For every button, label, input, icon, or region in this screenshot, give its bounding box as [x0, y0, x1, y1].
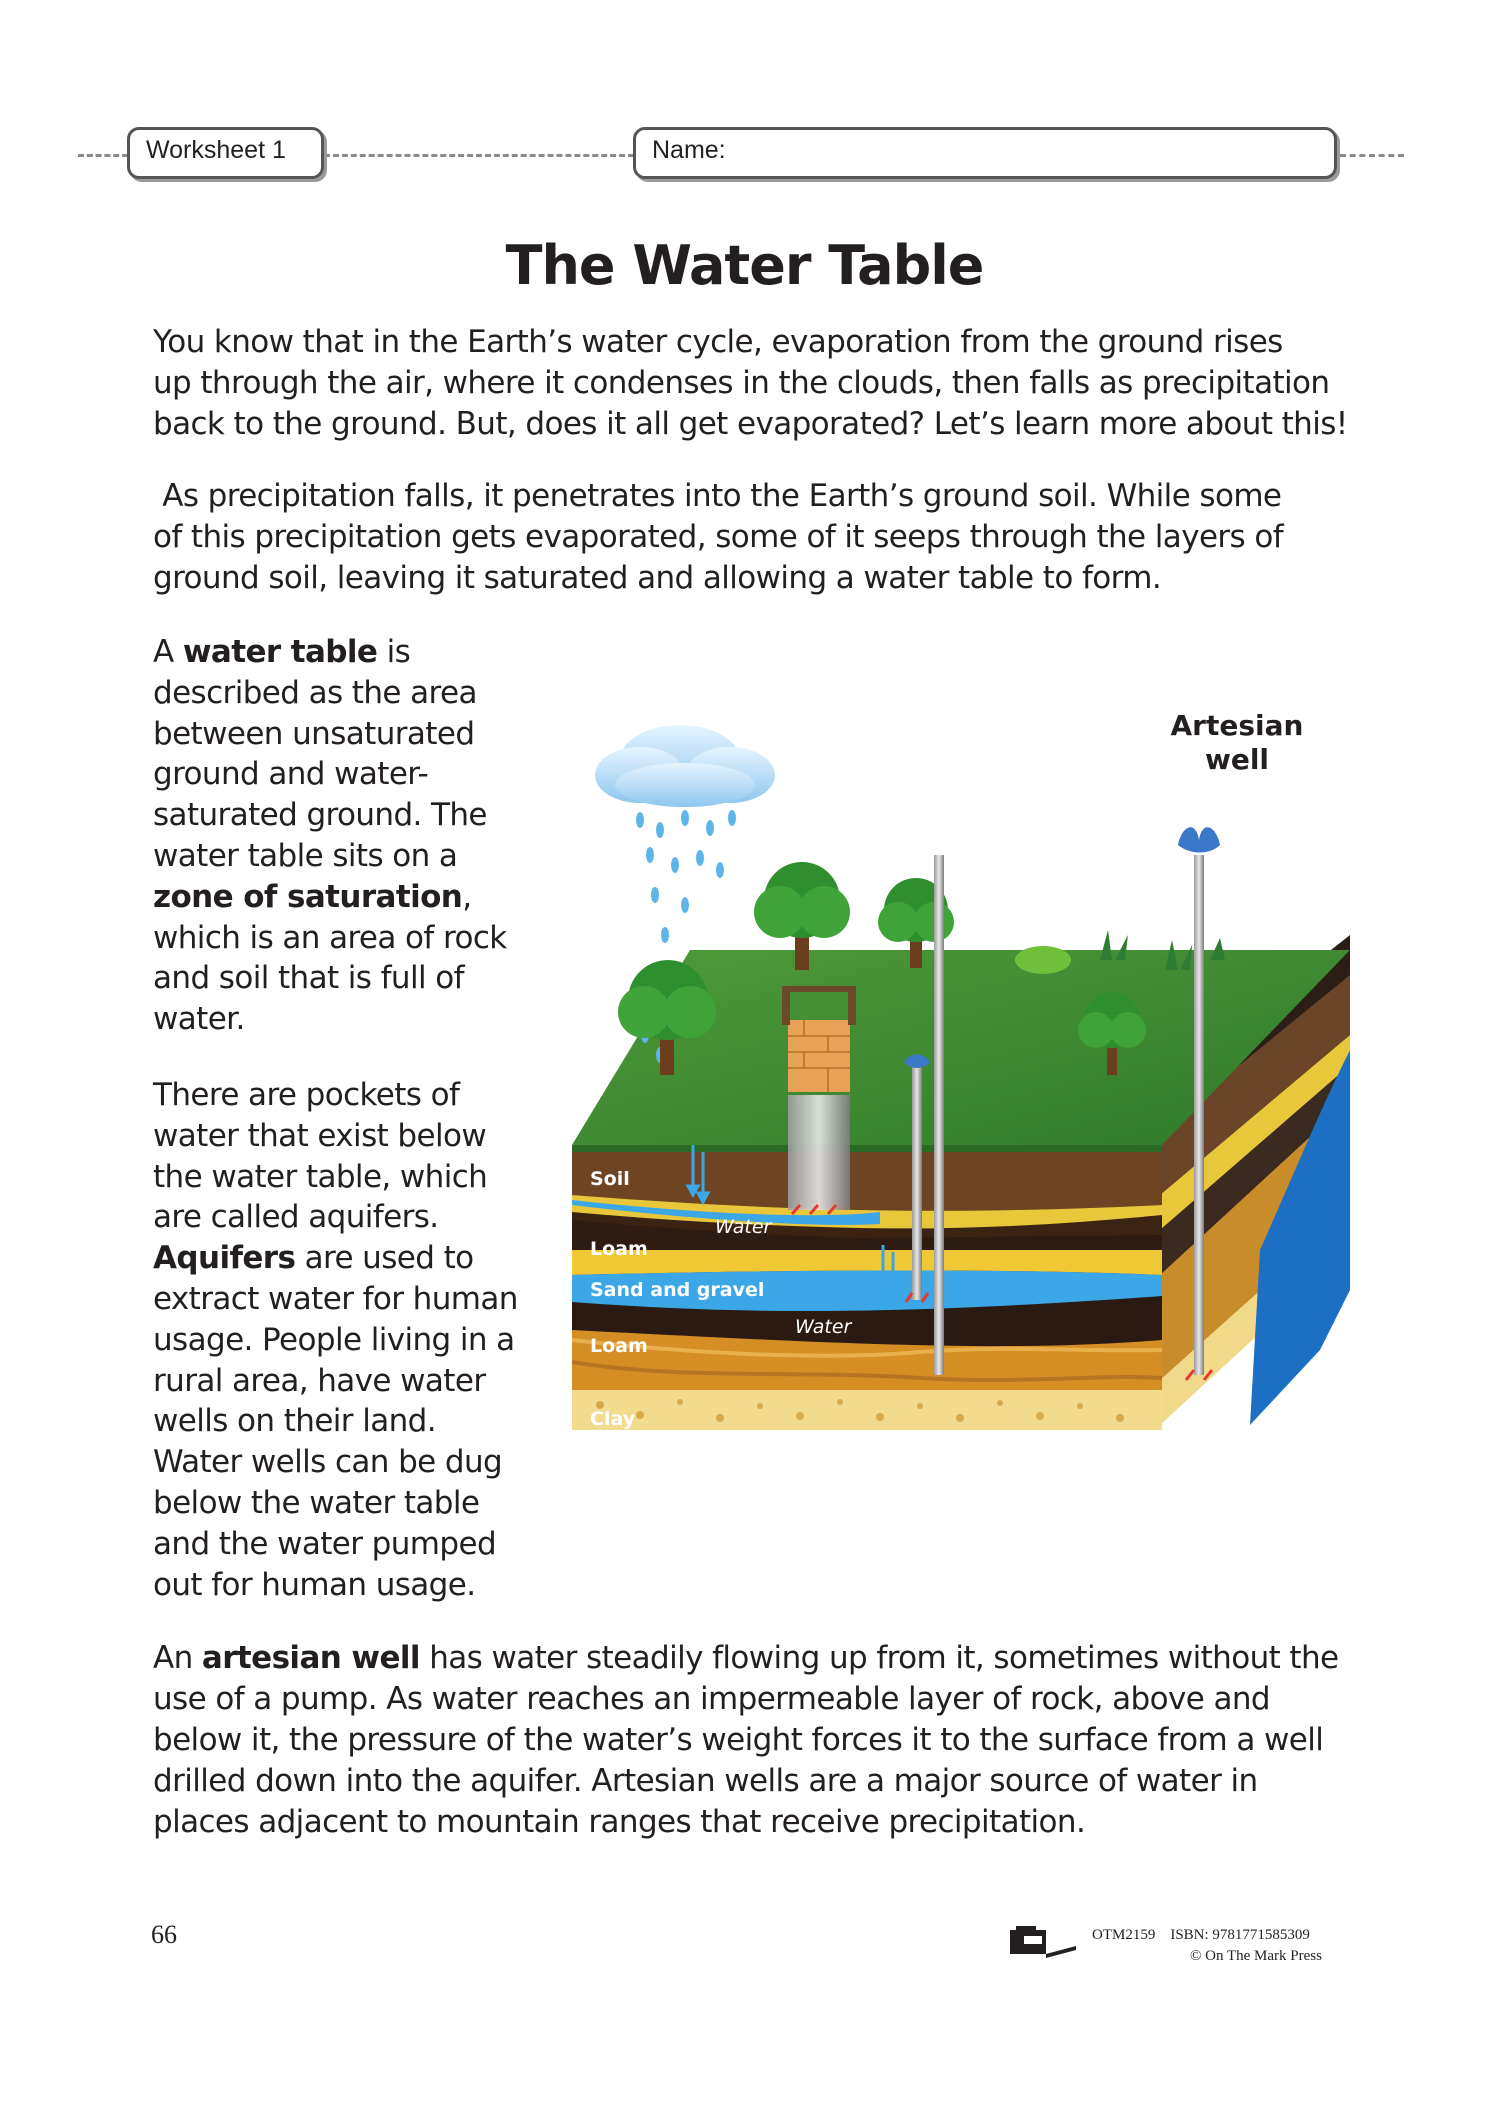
closing-line: places adjacent to mountain ranges that receive precipitation.: [153, 1804, 1086, 1840]
closing-line: below it, the pressure of the water’s weight forces it to the surface from a well: [153, 1722, 1324, 1758]
header-dash-left: [78, 154, 128, 157]
name-field[interactable]: [633, 127, 1337, 179]
header-dash-middle: [324, 154, 634, 157]
text-span: , which is an area of rock and soil that is full of water.: [153, 878, 507, 1038]
text-span: An: [153, 1640, 202, 1676]
text-span: is described as the area between unsaturated ground and water-saturated ground. The water table sits on a: [153, 634, 487, 874]
water-table-paragraph: [153, 632, 533, 1040]
layer-label: Loam: [590, 1335, 648, 1357]
text-span: are used to extract water for human usage. People living in a rural area, have water wells on their land. Water wells can be dug below the water table and the water pumped out for human usage.: [153, 1240, 518, 1603]
artesian-well-label-2: well: [1204, 743, 1270, 776]
intro-p2-line: of this precipitation gets evaporated, some of it seeps through the layers of: [153, 519, 1284, 555]
worksheet-label-box: [127, 127, 324, 179]
water-label: Water: [1187, 1448, 1244, 1470]
layer-label: Sand and gravel: [590, 1279, 765, 1301]
publisher-logo: [1010, 1924, 1080, 1964]
footer-isbn: ISBN: 9781771585309: [1170, 1927, 1310, 1943]
closing-line: drilled down into the aquifer. Artesian wells are a major source of water in: [153, 1763, 1258, 1799]
artesian-well-label-1: Artesian: [1170, 709, 1304, 742]
page-number: 66: [151, 1920, 177, 1949]
bush: [1015, 946, 1071, 974]
footer-code: OTM2159: [1092, 1927, 1156, 1943]
text-span: A: [153, 634, 183, 670]
page-title: The Water Table: [505, 234, 984, 297]
water-label: Water: [795, 1316, 852, 1338]
intro-p1-line: back to the ground. But, does it all get evaporated? Let’s learn more about this!: [153, 406, 1348, 442]
layer-label: Soil: [590, 1168, 630, 1190]
aquifers-paragraph: [153, 1075, 533, 1605]
closing-line: [153, 1638, 1339, 1679]
header-dash-right: [1340, 154, 1404, 157]
closing-line: use of a pump. As water reaches an impermeable layer of rock, above and: [153, 1681, 1270, 1717]
term-water-table: water table: [182, 634, 378, 670]
intro-p2-line: As precipitation falls, it penetrates into the Earth’s ground soil. While some: [153, 478, 1282, 514]
worksheet-label: Worksheet 1: [146, 136, 286, 164]
layer-label: Loam: [590, 1238, 648, 1260]
footer-publisher: © On The Mark Press: [1190, 1948, 1322, 1964]
term-artesian-well: artesian well: [201, 1640, 420, 1676]
rain-cloud: [595, 725, 775, 807]
name-label: Name:: [652, 136, 726, 164]
layer-label: Clay: [590, 1408, 636, 1430]
ground-edge: [572, 1145, 1162, 1152]
text-span: has water steadily flowing up from it, sometimes without the: [419, 1640, 1339, 1676]
text-span: There are pockets of water that exist below the water table, which are called aquifers.: [153, 1077, 488, 1236]
intro-p2-line: ground soil, leaving it saturated and allowing a water table to form.: [153, 560, 1162, 596]
water-table-diagram: [560, 690, 1360, 1520]
water-label: Water: [715, 1216, 772, 1238]
footer-code-line: [1092, 1927, 1310, 1944]
term-aquifers: Aquifers: [153, 1240, 296, 1277]
dug-well: [782, 986, 856, 1214]
term-zone-of-saturation: zone of saturation: [153, 878, 463, 915]
intro-p1-line: up through the air, where it condenses in the clouds, then falls as precipitation: [153, 365, 1330, 401]
intro-p1-line: You know that in the Earth’s water cycle, evaporation from the ground rises: [153, 324, 1283, 360]
